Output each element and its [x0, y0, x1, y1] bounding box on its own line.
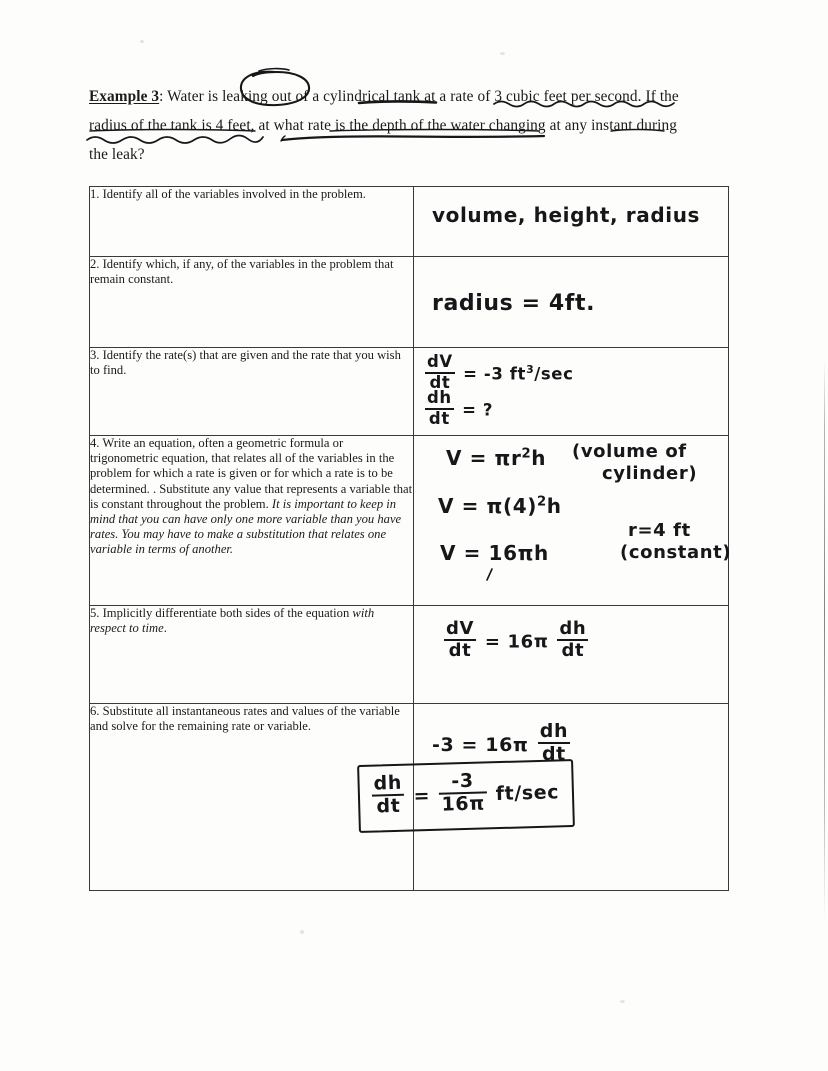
problem-line-1 — [89, 82, 729, 111]
step-4-answer-line-2 — [438, 494, 562, 518]
step-6-answer-line-1 — [432, 722, 572, 764]
step-6-box-unit: ft/sec — [495, 781, 560, 806]
derivative-dv-dt — [444, 620, 476, 660]
step-2-prompt-cell — [90, 257, 414, 348]
steps-table — [89, 186, 732, 891]
table-row — [90, 348, 729, 436]
step-3-question: = ? — [462, 400, 494, 420]
frac-numerator: dh — [373, 771, 403, 795]
derivative-dh-dt — [538, 722, 570, 764]
problem-line-1-circled-word: leaking — [222, 88, 268, 105]
example-label: Example 3 — [89, 88, 160, 105]
problem-line-1b: out of a cylindrical tank at a rate of 3 cubic feet per second. If the — [267, 88, 679, 105]
table-row — [90, 606, 729, 704]
step-4-sub-h: h — [546, 494, 562, 518]
step-3-exponent: 3 — [526, 363, 535, 377]
step-1-answer-cell — [414, 187, 729, 257]
frac-numerator: dh — [559, 618, 587, 639]
step-5-answer-cell — [414, 606, 729, 704]
problem-statement — [89, 82, 729, 169]
step-1-answer-line-1: volume, height, radius — [432, 203, 701, 227]
step-3-answer-line-1 — [423, 354, 573, 391]
step-4-answer-line-1 — [446, 446, 546, 470]
problem-line-3: the leak? — [89, 146, 145, 163]
step-1-prompt-cell — [90, 187, 414, 257]
frac-numerator: dh — [427, 388, 452, 407]
step-2-answer-line-1: radius = 4ft. — [432, 291, 596, 316]
step-2-prompt-text: 2. Identify which, if any, of the variables in the problem that remain constant. — [90, 257, 394, 287]
step-3-answer-cell — [414, 348, 729, 436]
step-4-sub-exponent: 2 — [536, 494, 547, 510]
step-4-sub-lhs: V = π(4) — [438, 494, 537, 518]
problem-line-2 — [89, 111, 729, 140]
stray-pen-mark — [484, 568, 496, 582]
step-4-answer-cell — [414, 436, 732, 606]
problem-line-1a: : Water is — [159, 88, 223, 105]
step-4-prompt-plain: 4. Write an equation, often a geometric formula or trigonometric equation, that relates all of the variables in the problem for which a rate is given or for which a rate is to be determined. . Substitute any value that represents a variable that is constant throughout the problem. — [90, 436, 413, 511]
step-4-prompt-cell — [90, 436, 414, 606]
step-3-prompt-text: 3. Identify the rate(s) that are given and the rate that you wish to find. — [90, 348, 401, 378]
step-4-note-volume-of: (volume of — [572, 441, 687, 462]
step-5-prompt-cell — [90, 606, 414, 704]
table-row — [90, 257, 729, 348]
frac-denominator: dt — [425, 408, 454, 428]
frac-denominator: dt — [425, 372, 455, 392]
table-row — [90, 187, 729, 257]
step-4-note-r-equals: r=4 ft — [628, 520, 691, 541]
step-4-exponent: 2 — [521, 446, 532, 462]
step-5-equals-coefficient: = 16π — [484, 631, 549, 653]
step-3-prompt-cell — [90, 348, 414, 436]
scan-speck — [500, 52, 505, 55]
table-row — [90, 436, 729, 606]
frac-numerator: dV — [427, 352, 453, 371]
derivative-dh-dt — [557, 620, 588, 660]
step-5-prompt-italic: with respect to time — [90, 606, 375, 636]
frac-denominator: dt — [444, 639, 476, 660]
step-6-lhs: -3 = 16π — [432, 733, 529, 756]
frac-denominator: 16π — [439, 791, 487, 814]
frac-numerator: dV — [446, 618, 475, 639]
step-5-prompt-plain-2: . — [163, 621, 167, 636]
step-4-formula-lhs: V = πr — [446, 446, 522, 470]
step-6-prompt-text: 6. Substitute all instantaneous rates and values of the variable and solve for the remaining rate or variable. — [90, 704, 400, 734]
step-5-prompt-plain-1: 5. Implicitly differentiate both sides of the equation — [90, 606, 353, 620]
step-2-answer-cell — [414, 257, 729, 348]
step-3-rhs: = -3 ft — [463, 364, 527, 384]
frac-numerator: dh — [539, 720, 569, 742]
step-4-prompt-italic: It is important to keep in mind that you can have only one more variable than you have rates. You may have to make a substitution that relates one variable in terms of another. — [90, 496, 402, 557]
step-4-formula-h: h — [531, 446, 547, 470]
step-5-answer-line-1 — [442, 620, 590, 660]
table-row — [90, 704, 729, 891]
frac-denominator: dt — [372, 794, 405, 817]
step-4-answer-line-3: V = 16πh — [440, 541, 549, 565]
step-4-note-constant: (constant) — [620, 542, 732, 563]
step-6-box-equals: = — [413, 784, 431, 808]
step-4-note-cylinder: cylinder) — [602, 463, 698, 484]
frac-denominator: dt — [557, 639, 588, 660]
problem-line-2-text: radius of the tank is 4 feet, at what rate is the depth of the water changing at any instant during — [89, 117, 678, 134]
step-5-prompt-text — [90, 606, 413, 636]
boxed-final-answer — [357, 759, 575, 833]
scan-speck — [620, 1000, 625, 1003]
frac-denominator: dt — [538, 742, 570, 764]
step-3-answer-line-2 — [423, 390, 493, 427]
derivative-dv-dt — [425, 354, 455, 391]
step-6-answer-cell — [373, 704, 729, 891]
step-4-prompt-text — [90, 436, 413, 558]
scan-speck — [140, 40, 144, 43]
scan-speck — [300, 930, 304, 934]
frac-numerator: -3 — [451, 769, 474, 793]
derivative-dh-dt — [425, 390, 454, 427]
step-1-prompt-text: 1. Identify all of the variables involved in the problem. — [90, 187, 366, 201]
scan-edge-artifact — [824, 360, 825, 920]
derivative-dh-dt — [371, 771, 404, 818]
answer-fraction — [439, 771, 487, 814]
step-3-unit: /sec — [534, 364, 574, 384]
step-6-boxed-expression — [369, 769, 559, 816]
